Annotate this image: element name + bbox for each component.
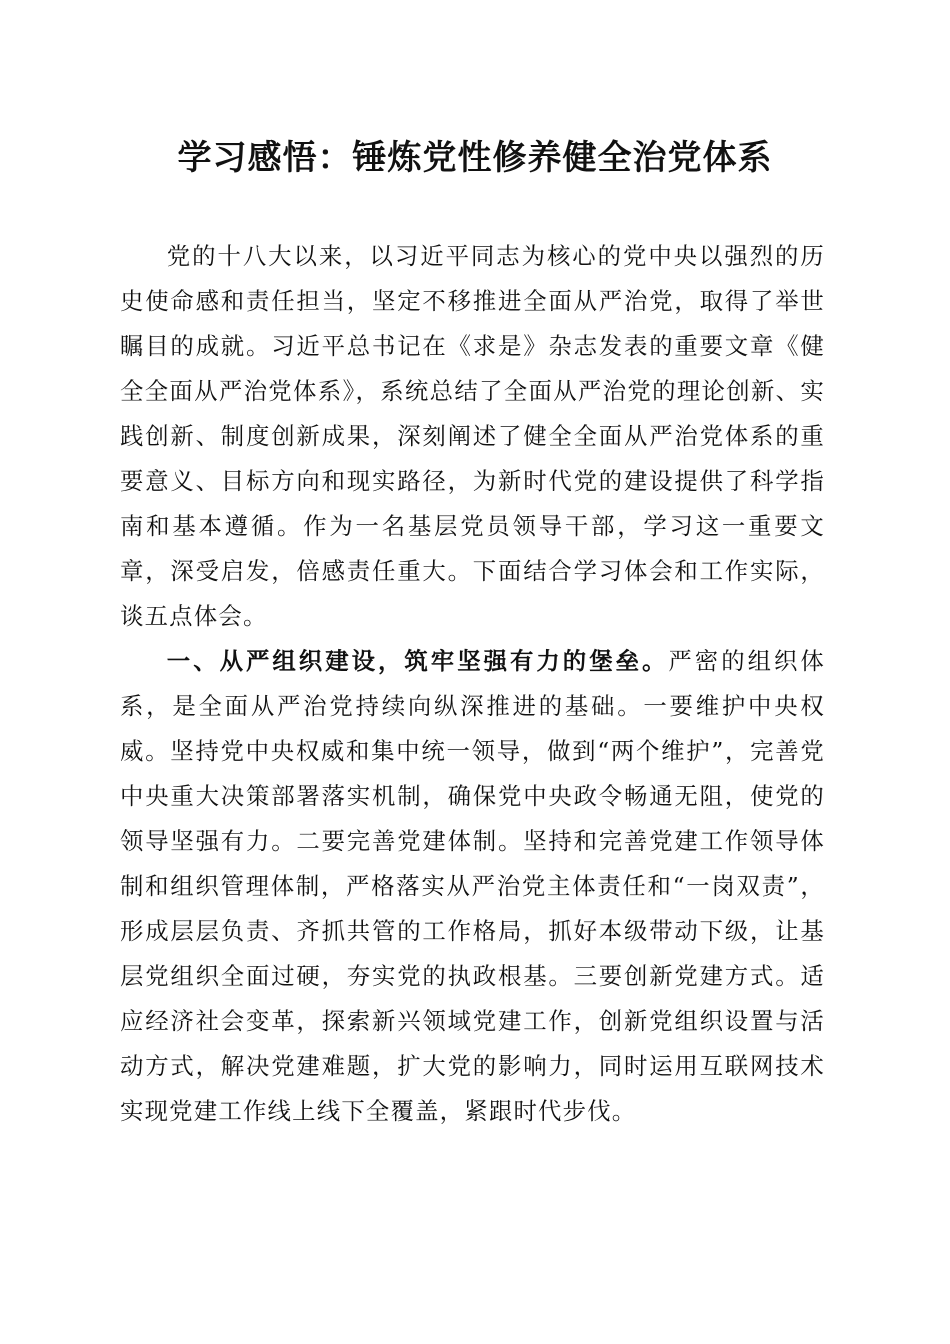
section-1-paragraph bbox=[120, 639, 825, 1134]
section-1-text: 严密的组织体系，是全面从严治党持续向纵深推进的基础。一要维护中央权威。坚持党中央权威和集中统一领导，做到“两个维护”，完善党中央重大决策部署落实机制，确保党中央政令畅通无阻，使党的领导坚强有力。二要完善党建体制。坚持和完善党建工作领导体制和组织管理体制，严格落实从严治党主体责任和“一岗双责”，形成层层负责、齐抓共管的工作格局，抓好本级带动下级，让基层党组织全面过硬，夯实党的执政根基。三要创新党建方式。适应经济社会变革，探索新兴领域党建工作，创新党组织设置与活动方式，解决党建难题，扩大党的影响力，同时运用互联网技术实现党建工作线上线下全覆盖，紧跟时代步伐。 bbox=[120, 647, 825, 1125]
document-title: 学习感悟：锤炼党性修养健全治党体系 bbox=[177, 138, 773, 178]
document-body bbox=[120, 234, 825, 1134]
section-1-heading: 一、从严组织建设，筑牢坚强有力的堡垒。 bbox=[166, 647, 669, 675]
intro-paragraph: 党的十八大以来，以习近平同志为核心的党中央以强烈的历史使命感和责任担当，坚定不移推进全面从严治党，取得了举世瞩目的成就。习近平总书记在《求是》杂志发表的重要文章《健全全面从严治党体系》，系统总结了全面从严治党的理论创新、实践创新、制度创新成果，深刻阐述了健全全面从严治党体系的重要意义、目标方向和现实路径，为新时代党的建设提供了科学指南和基本遵循。作为一名基层党员领导干部，学习这一重要文章，深受启发，倍感责任重大。下面结合学习体会和工作实际，谈五点体会。 bbox=[120, 242, 825, 630]
